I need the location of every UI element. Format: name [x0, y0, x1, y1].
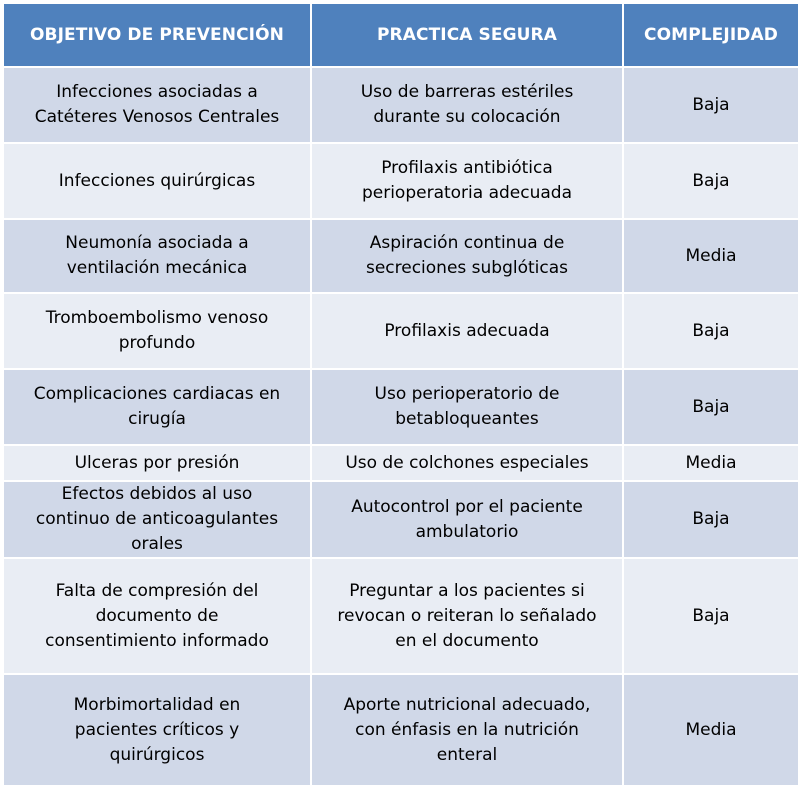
cell-objetivo-line: Infecciones asociadas a: [56, 82, 258, 102]
cell-practica-line: ambulatorio: [415, 521, 519, 542]
cell-complejidad: Baja: [623, 369, 799, 445]
cell-practica: [311, 143, 623, 219]
table-row: [3, 481, 799, 558]
table-row: [3, 293, 799, 369]
cell-practica: [311, 219, 623, 293]
cell-practica: [311, 445, 623, 481]
cell-practica-line: betabloqueantes: [395, 409, 539, 429]
cell-objetivo-line: ventilación mecánica: [66, 258, 248, 278]
table-body: [3, 67, 799, 786]
cell-practica: [311, 481, 623, 558]
cell-practica-line: en el documento: [395, 630, 539, 651]
cell-objetivo-line: pacientes críticos y: [74, 719, 240, 740]
cell-complejidad: Baja: [623, 67, 799, 143]
cell-practica-line: Profilaxis antibiótica: [381, 158, 553, 178]
cell-practica-line: con énfasis en la nutrición: [355, 719, 579, 740]
cell-objetivo-line: cirugía: [128, 409, 186, 429]
cell-objetivo-line: continuo de anticoagulantes: [35, 509, 279, 529]
cell-practica-line: secreciones subglóticas: [365, 258, 569, 278]
cell-practica-line: Uso de barreras estériles: [360, 82, 574, 102]
cell-complejidad: Media: [623, 219, 799, 293]
cell-practica: [311, 67, 623, 143]
table-row: [3, 67, 799, 143]
cell-objetivo: [3, 445, 311, 481]
cell-practica-line: durante su colocación: [373, 107, 561, 127]
cell-practica-line: Autocontrol por el paciente: [351, 496, 583, 517]
header-row: [3, 3, 799, 67]
cell-practica-line: Profilaxis adecuada: [384, 320, 550, 341]
cell-objetivo: [3, 67, 311, 143]
cell-objetivo: [3, 143, 311, 219]
cell-objetivo-line: Efectos debidos al uso: [61, 484, 253, 504]
cell-practica-line: Uso de colchones especiales: [345, 452, 589, 473]
table-row: [3, 143, 799, 219]
cell-practica-line: Uso perioperatorio de: [374, 384, 560, 404]
table-header: [3, 3, 799, 67]
cell-objetivo-line: consentimiento informado: [45, 630, 269, 651]
cell-practica: [311, 369, 623, 445]
cell-objetivo-line: Infecciones quirúrgicas: [58, 170, 256, 191]
table-row: [3, 445, 799, 481]
cell-complejidad: Media: [623, 674, 799, 786]
cell-objetivo-line: Ulceras por presión: [74, 452, 240, 473]
header-practica: PRACTICA SEGURA: [311, 3, 623, 67]
cell-practica: [311, 293, 623, 369]
cell-complejidad: Media: [623, 445, 799, 481]
cell-complejidad: Baja: [623, 558, 799, 674]
cell-objetivo-line: quirúrgicos: [109, 744, 205, 765]
cell-practica-line: Aspiración continua de: [369, 233, 565, 253]
cell-practica-line: perioperatoria adecuada: [361, 183, 573, 203]
prevention-table: [2, 2, 800, 787]
cell-practica: [311, 674, 623, 786]
table-row: [3, 674, 799, 786]
cell-objetivo-line: Falta de compresión del: [55, 580, 259, 601]
table-row: [3, 219, 799, 293]
cell-objetivo-line: Morbimortalidad en: [73, 694, 241, 715]
table-row: [3, 558, 799, 674]
cell-objetivo-line: orales: [131, 534, 183, 554]
cell-objetivo: [3, 293, 311, 369]
cell-practica-line: revocan o reiteran lo señalado: [337, 605, 597, 626]
cell-objetivo-line: documento de: [95, 605, 219, 626]
cell-objetivo: [3, 558, 311, 674]
cell-complejidad: Baja: [623, 143, 799, 219]
cell-objetivo-line: Complicaciones cardiacas en: [33, 384, 281, 404]
cell-practica-line: Preguntar a los pacientes si: [349, 580, 585, 601]
cell-objetivo-line: Catéteres Venosos Centrales: [34, 107, 280, 127]
cell-objetivo: [3, 674, 311, 786]
cell-practica-line: Aporte nutricional adecuado,: [343, 694, 591, 715]
cell-objetivo-line: Tromboembolismo venoso: [45, 308, 269, 328]
cell-objetivo-line: profundo: [118, 333, 196, 353]
cell-objetivo: [3, 369, 311, 445]
header-objetivo: OBJETIVO DE PREVENCIÓN: [3, 3, 311, 67]
cell-complejidad: Baja: [623, 293, 799, 369]
cell-objetivo: [3, 219, 311, 293]
table-row: [3, 369, 799, 445]
cell-practica: [311, 558, 623, 674]
cell-complejidad: Baja: [623, 481, 799, 558]
cell-objetivo-line: Neumonía asociada a: [65, 233, 249, 253]
cell-objetivo: [3, 481, 311, 558]
header-complejidad: COMPLEJIDAD: [623, 3, 799, 67]
cell-practica-line: enteral: [436, 744, 498, 765]
